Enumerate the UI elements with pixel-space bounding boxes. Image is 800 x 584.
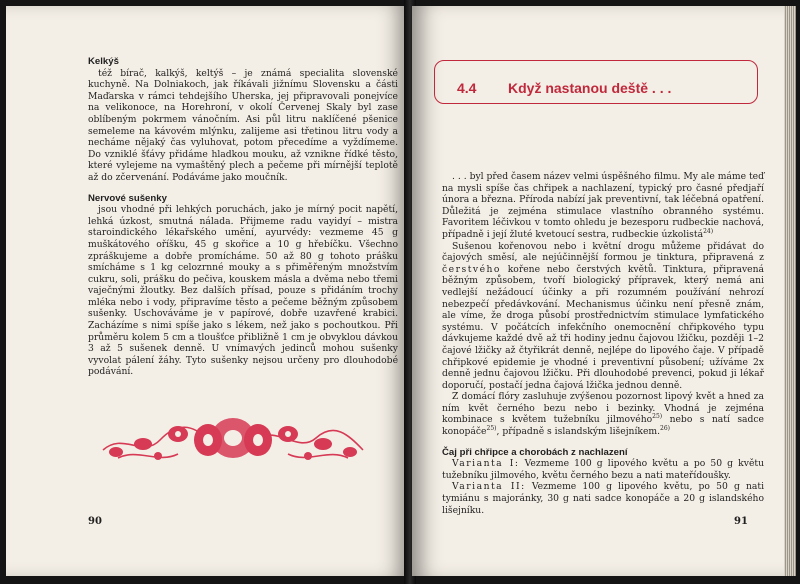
kelkys-paragraph: též bírač, kalkýš, keltýš – je známá specialita slovenské kuchyně. Na Dolniakoch, jak říkávali jižnímu Slovensku a části Maďarska v rámci tehdejšího Uherska, jej připravovali ponejvíce na velikonoce, na Horehroní, v okolí Červenej Skaly byl zase oblíbeným pokrmem vánočním. Asi půl litru naklíčené pšenice semeleme na kávovém mlýnku, zalijeme asi třetinou litru vody a necháme nějaký čas vyluhovat, potom přecedíme a vyždímeme. Do vzniklé šťávy přidáme hladkou mouku, až vznikne řídké těsto, které vylejeme na vymaštěný plech a pečeme při mírnější teplotě až do zčervenání. Podáváme jako moučník. bbox=[88, 67, 398, 183]
heading-caj: Čaj při chřipce a chorobách z nachlazení bbox=[442, 446, 628, 458]
chapter-title: Když nastanou deště . . . bbox=[508, 80, 672, 96]
footnote-ref: 24) bbox=[703, 227, 714, 235]
floral-ornament-icon bbox=[98, 410, 368, 468]
intro-paragraph: . . . byl před časem název velmi úspěšného filmu. My ale máme teď na mysli spíše čas chřipek a nachlazení, typický pro časné předjaří února a března. Příroda nabízí jak preventivní, tak léčebná opatření. Důležitá je zejména stimulace vlastního obranného systému. Favoritem léčivkou v tomto ohledu je bezesporu rudbeckie nachová, případně i její žluté kvetoucí sestra, rudbeckie úzkolistá$^{24)}$ bbox=[442, 171, 764, 240]
susenky-paragraph: jsou vhodné při lehkých poruchách, jako je mírný pocit napětí, lehká úzkost, smutná nálada. Přijmeme radu vayidyí – mistra staroindického lékařského umění, ayurvédy: vezmeme 45 g muškátového oříšku, 45 g skořice a 10 g hřebíčku. Všechno zpráškujeme a dobře promícháme. 50 až 80 g tohoto prášku smícháme s 1 kg celozrnné mouky a s přiměřeným množstvím cukru, soli, prášku do pečiva, kouskem másla a dvěma nebo třemi vaječnými žloutky. Bez dalších přísad, pouze s přidáním trochy mléka nebo i vody, připravíme těsto a pečeme běžným způsobem sušenky. Uschováváme je v papírové, dobře uzavřené krabici. Zacházíme s nimi spíše jako s lékem, než jako s pochoutkou. Při průměru kolem 5 cm a tloušťce přibližně 1 cm je obvyklou dávkou 3 až 5 sušenek denně. U vnímavých jedinců mohou sušenky vyvolat pálení žáhy. Tyto sušenky nejsou určeny pro dlouhodobé podávání. bbox=[88, 204, 398, 378]
page-number-left: 90 bbox=[88, 516, 102, 527]
tincture-paragraph: Sušenou kořenovou nebo i květní drogu můžeme přidávat do čajových směsí, ale nejúčinnější formou je tinktura, připravená z čerstvého kořene nebo čerstvých květů. Tinktura, připravená běžným způsobem, tvoří biologický přípravek, který nemá ani vedlejší nežádoucí účinky a při rozumném používání nehrozí nebezpečí předávkování. Mechanismus účinku není přesně znám, ale víme, že droga působí prostřednictvím stimulace lymfatického systému. V počátcích infekčního onemocnění chřipkového typu dávkujeme každé dvě až tři hodiny jednu čajovou lžičku, později 1–2 čajové lžičky až čtyřikrát denně, nejlépe do lipového čaje. V případě chřipkové epidemie je vhodné i preventivní působení; užíváme 2x denně jednu čajovou lžičku. Při dlouhodobé prevenci, pokud ji lékař doporučí, postačí jedna čajová lžička jednou denně. bbox=[442, 240, 764, 391]
flora-paragraph: Z domácí flóry zasluhuje zvýšenou pozornost lipový květ a hned za ním květ černého bezu nebo i bezinky. Vhodná je zejména kombinace s květem tužebníku jilmového$^{25)}$ nebo s natí sadce konopáče$^{25)}$, případně s islandským lišejníkem.$^{26)}$ bbox=[442, 391, 764, 438]
variant-one: Varianta I: Vezmeme 100 g lipového květu a po 50 g květu tužebníku jilmového, květu černého bezu a nati mateřídoušky. bbox=[442, 458, 764, 481]
chapter-number: 4.4 bbox=[457, 80, 477, 96]
spaced-emphasis: čerstvého bbox=[442, 263, 501, 275]
left-page bbox=[6, 6, 408, 576]
page-edge-stack bbox=[784, 6, 796, 576]
heading-nervove-susenky: Nervové sušenky bbox=[88, 192, 167, 204]
right-page bbox=[412, 6, 784, 576]
left-text-column bbox=[88, 56, 398, 378]
page-number-right: 91 bbox=[734, 516, 748, 527]
heading-kelkys: Kelkýš bbox=[88, 56, 119, 67]
variant-two: Varianta II: Vezmeme 100 g lipového květu, po 50 g nati tymiánu s majoránky, 30 g nati sadce konopáče a 20 g islandského lišejníku. bbox=[442, 481, 765, 516]
right-text-column bbox=[442, 171, 764, 516]
